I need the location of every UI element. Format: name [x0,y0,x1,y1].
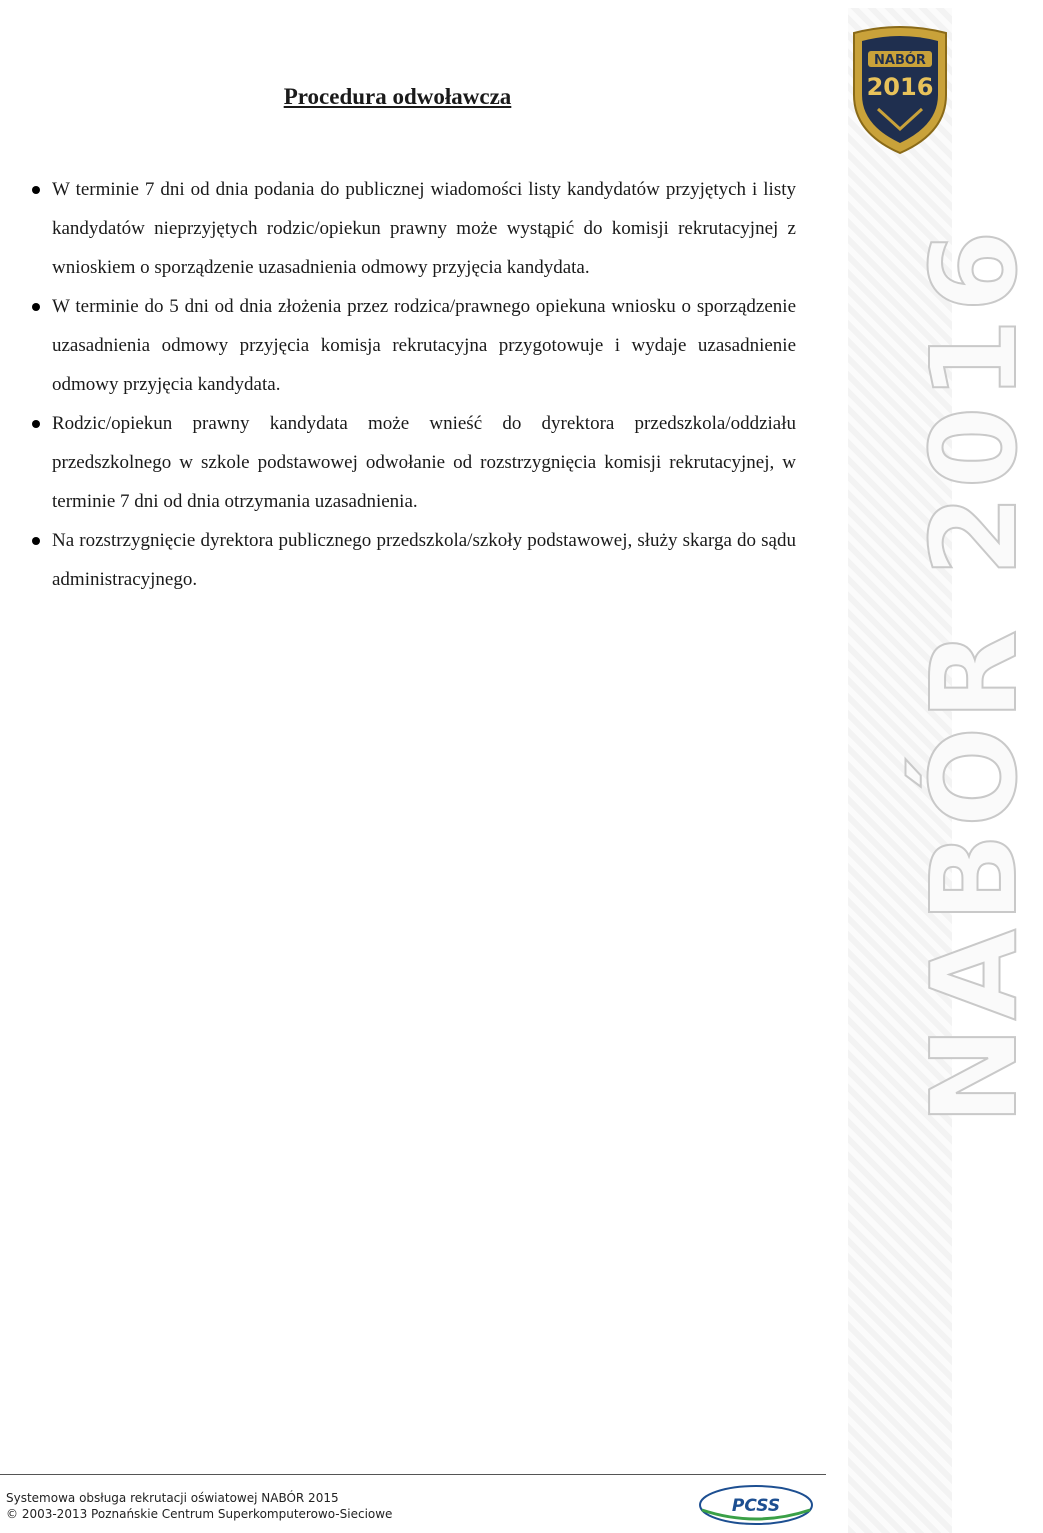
footer-divider [0,1474,826,1475]
list-item [52,404,796,521]
list-item [52,170,796,287]
badge-year-text: 2016 [866,73,934,101]
list-item [52,521,796,599]
bullet-icon [32,186,40,194]
list-item-text: W terminie 7 dni od dnia podania do publicznej wiadomości listy kandydatów przyjętych i listy kandydatów nieprzyjętych rodzic/opiekun prawny może wystąpić do komisji rekrutacyjnej z wnioskiem o sporządzenie uzasadnienia odmowy przyjęcia kandydata. [52,179,796,278]
bullet-icon [32,303,40,311]
pcss-logo [698,1484,814,1526]
badge-top-text: NABÓR [874,53,926,68]
list-item-text: Rodzic/opiekun prawny kandydata może wnieść do dyrektora przedszkola/oddziału przedszkolnego w szkole podstawowej odwołanie od rozstrzygnięcia komisji rekrutacyjnej, w terminie 7 dni od dnia otrzymania uzasadnienia. [52,413,796,512]
bullet-icon [32,537,40,545]
page-title: Procedura odwoławcza [283,84,512,109]
list-item-text: W terminie do 5 dni od dnia złożenia przez rodzica/prawnego opiekuna wniosku o sporządzenie uzasadnienia odmowy przyjęcia komisja rekrutacyjna przygotowuje i wydaje uzasadnienie odmowy przyjęcia kandydata. [52,296,796,395]
nabor-2016-badge-logo [848,25,952,157]
footer-system-name: Systemowa obsługa rekrutacji oświatowej NABÓR 2015 [6,1491,339,1505]
sidebar-watermark-text: NABÓR 2016 [905,224,1043,1125]
list-item [52,287,796,404]
list-item-text: Na rozstrzygnięcie dyrektora publicznego przedszkola/szkoły podstawowej, służy skarga do sądu administracyjnego. [52,530,796,590]
footer-copyright: © 2003-2013 Poznańskie Centrum Superkomputerowo-Sieciowe [6,1507,393,1521]
bullet-icon [32,420,40,428]
procedure-list [52,170,796,599]
pcss-logo-text: PCSS [731,1496,781,1516]
